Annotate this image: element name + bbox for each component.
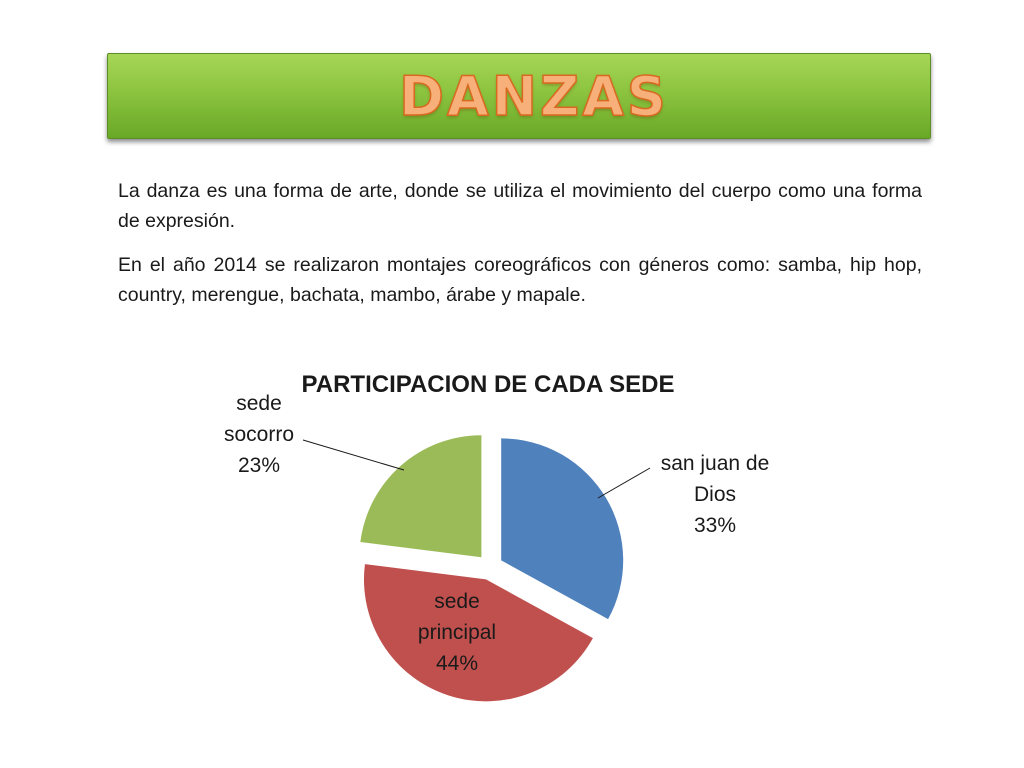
- leader-line-sede-socorro: [303, 440, 404, 470]
- slide-title: DANZAS: [399, 64, 669, 128]
- slice-percent: 44%: [435, 652, 479, 675]
- slice-percent: 23%: [237, 454, 281, 477]
- slice-label-line: sede: [434, 590, 480, 613]
- pie-slice-san-juan-de-dios: [501, 438, 623, 619]
- slice-label-line: san juan de: [660, 452, 770, 475]
- genres-paragraph: En el año 2014 se realizaron montajes coreográficos con géneros como: samba, hip hop, country, merengue, bachata, mambo, árabe y mapale.: [118, 254, 922, 306]
- slice-label-line: sede: [236, 392, 282, 415]
- slice-label-line: socorro: [223, 423, 295, 446]
- intro-paragraph: La danza es una forma de arte, donde se utiliza el movimiento del cuerpo como una forma de expresión.: [118, 180, 922, 232]
- slice-label-sede-socorro: [224, 392, 294, 477]
- pie-slice-sede-socorro: [360, 435, 481, 557]
- chart-title: PARTICIPACION DE CADA SEDE: [301, 371, 675, 398]
- slice-percent: 33%: [693, 514, 737, 537]
- slice-label-line: Dios: [693, 483, 737, 506]
- slice-label-line: principal: [417, 621, 497, 644]
- leader-line-san-juan-de-dios: [598, 468, 650, 498]
- slice-label-san-juan-de-dios: [661, 452, 770, 537]
